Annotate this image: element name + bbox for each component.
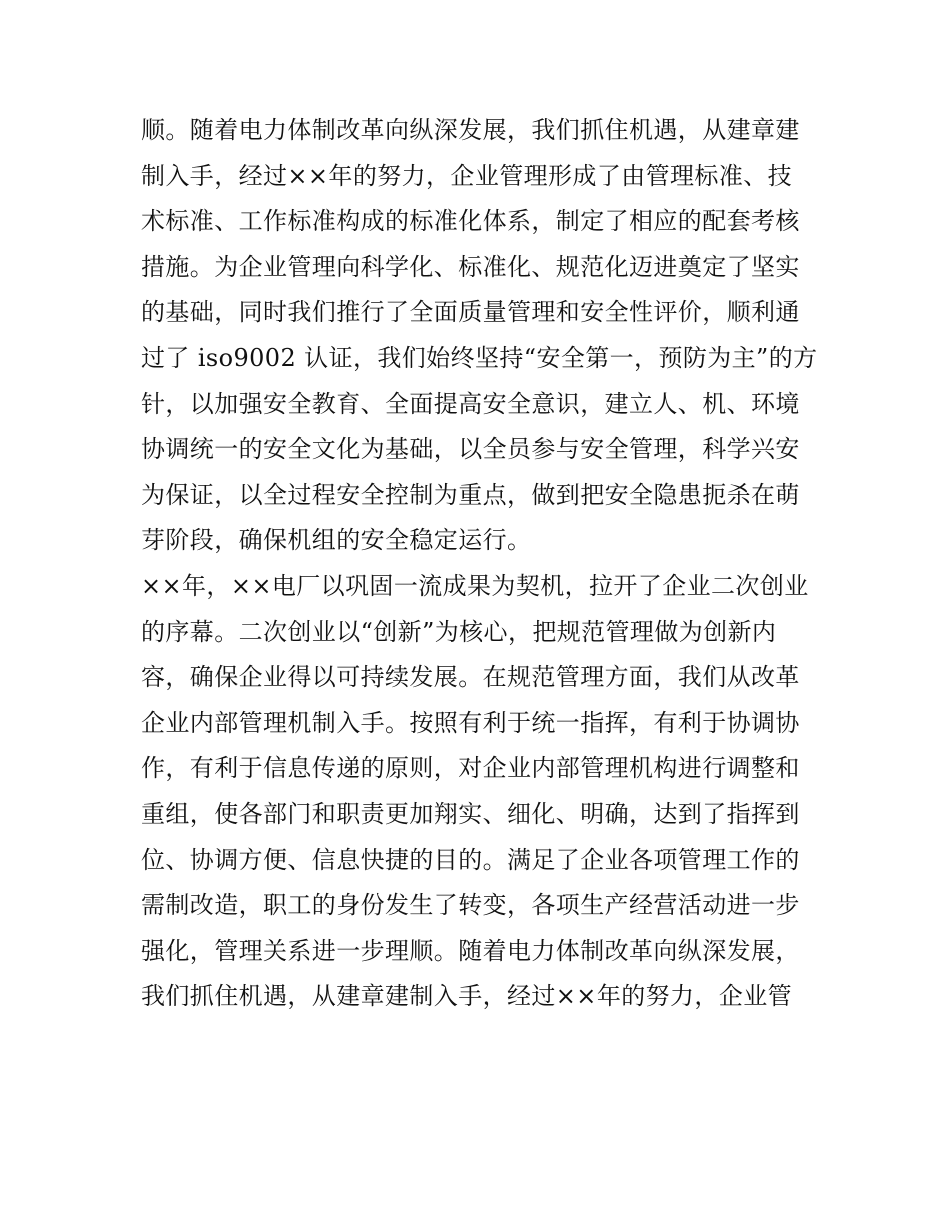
text-line: 顺。随着电力体制改革向纵深发展，我们抓住机遇，从建章建 bbox=[141, 116, 800, 144]
body-text bbox=[141, 108, 821, 1020]
text-line: 容，确保企业得以可持续发展。在规范管理方面，我们从改革 bbox=[141, 663, 800, 692]
text-line: 我们抓住机遇，从建章建制入手，经过××年的努力，企业管 bbox=[141, 982, 793, 1011]
text-line: 的基础，同时我们推行了全面质量管理和安全性评价，顺利通 bbox=[141, 298, 800, 327]
text-line: 的序幕。二次创业以“创新”为核心，把规范管理做为创新内 bbox=[141, 617, 777, 646]
text-line: 位、协调方便、信息快捷的目的。满足了企业各项管理工作的 bbox=[141, 845, 800, 874]
text-line: 协调统一的安全文化为基础，以全员参与安全管理，科学兴安 bbox=[141, 435, 800, 464]
text-line: 制入手，经过××年的努力，企业管理形成了由管理标准、技 bbox=[141, 161, 793, 190]
text-line: 强化，管理关系进一步理顺。随着电力体制改革向纵深发展， bbox=[141, 936, 800, 965]
text-line: 重组，使各部门和职责更加翔实、细化、明确，达到了指挥到 bbox=[141, 799, 800, 828]
text-line: 企业内部管理机制入手。按照有利于统一指挥，有利于协调协 bbox=[141, 708, 800, 737]
text-line: ××年，××电厂以巩固一流成果为契机，拉开了企业二次创业 bbox=[141, 571, 809, 600]
text-line: 需制改造，职工的身份发生了转变，各项生产经营活动进一步 bbox=[141, 891, 800, 920]
text-line: 术标准、工作标准构成的标准化体系，制定了相应的配套考核 bbox=[141, 207, 800, 236]
text-line: 措施。为企业管理向科学化、标准化、规范化迈进奠定了坚实 bbox=[141, 252, 800, 281]
text-line: 为保证，以全过程安全控制为重点，做到把安全隐患扼杀在萌 bbox=[141, 480, 800, 509]
text-line: 针，以加强安全教育、全面提高安全意识，建立人、机、环境 bbox=[141, 389, 800, 418]
text-line: 过了 iso9002 认证，我们始终坚持“安全第一，预防为主”的方 bbox=[141, 343, 818, 372]
text-line: 芽阶段，确保机组的安全稳定运行。 bbox=[141, 526, 532, 555]
text-line: 作，有利于信息传递的原则，对企业内部管理机构进行调整和 bbox=[141, 754, 800, 783]
